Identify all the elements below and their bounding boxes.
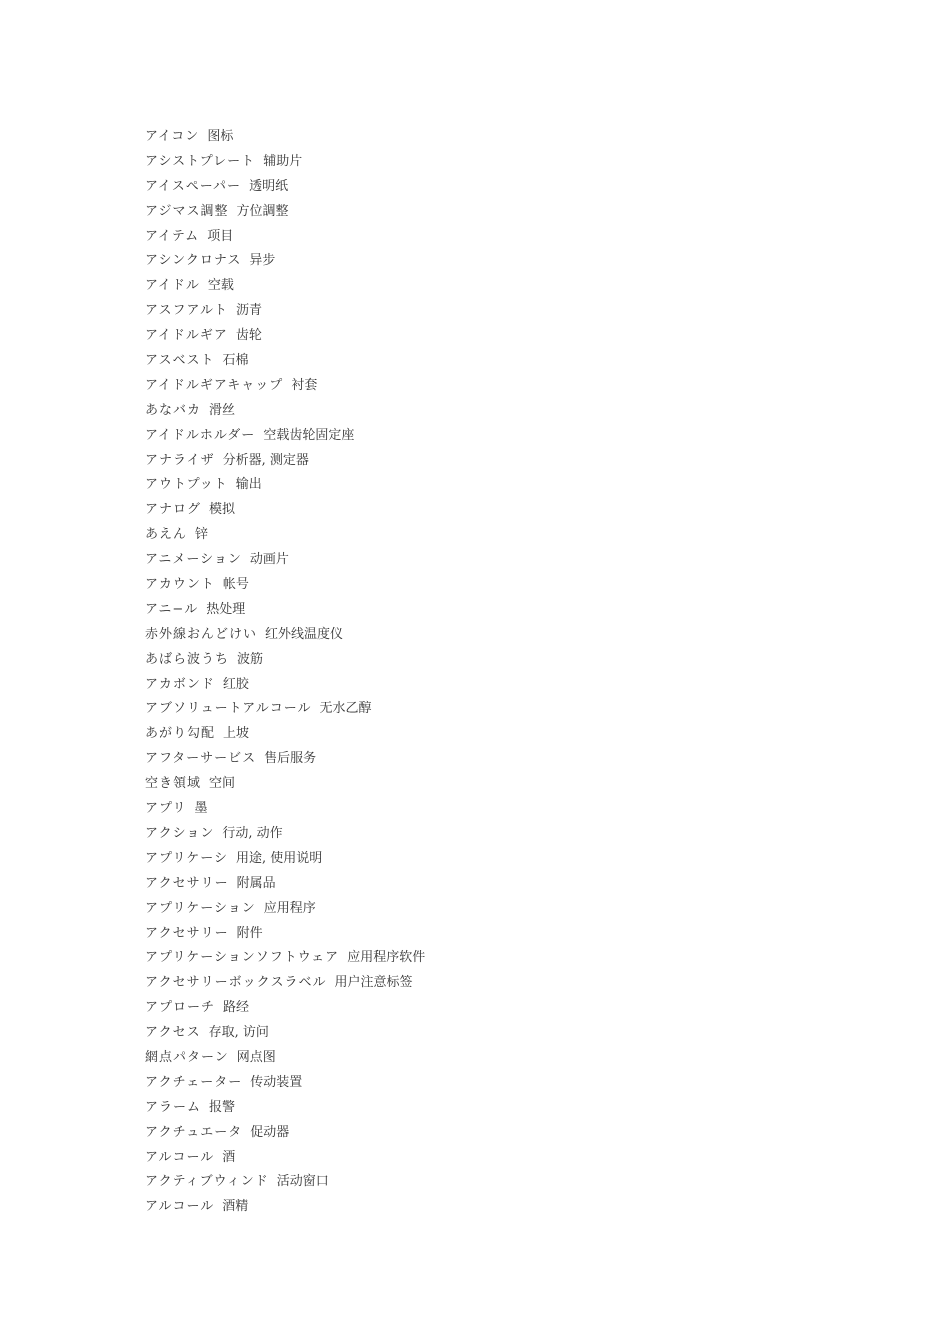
glossary-entry	[145, 1048, 425, 1073]
entry-term: アルコール	[145, 1199, 215, 1215]
glossary-entry	[145, 550, 425, 575]
glossary-entry	[145, 451, 425, 476]
glossary-entry	[145, 376, 425, 401]
entry-term: アプリケーションソフトウェア	[145, 950, 340, 966]
entry-term: アジマス調整	[145, 203, 229, 219]
entry-meaning: 滑丝	[209, 402, 236, 418]
glossary-entry	[145, 600, 425, 625]
entry-term: アクション	[145, 825, 215, 841]
entry-term: アスベスト	[145, 353, 215, 369]
glossary-entry	[145, 874, 425, 899]
entry-meaning: 透明纸	[249, 178, 289, 194]
entry-term: あばら波うち	[145, 651, 230, 667]
entry-term: アプリケーシ	[145, 850, 228, 866]
entry-term: アプローチ	[145, 1000, 216, 1016]
entry-term: アイスペーパー	[145, 178, 242, 194]
glossary-entry	[145, 500, 425, 525]
entry-term: アプリ	[145, 801, 187, 817]
glossary-entry	[145, 525, 425, 550]
glossary-entry	[145, 326, 425, 351]
glossary-entry	[145, 1123, 425, 1148]
entry-meaning: 空间	[209, 776, 236, 792]
glossary-entry	[145, 749, 425, 774]
glossary-entry	[145, 251, 425, 276]
glossary-entry	[145, 899, 425, 924]
entry-term: アナログ	[145, 502, 202, 518]
entry-term: アクチュエータ	[145, 1124, 243, 1140]
entry-meaning: 沥青	[235, 303, 262, 319]
entry-term: アイドルギア	[145, 328, 228, 344]
glossary-entry	[145, 924, 425, 949]
glossary-entry	[145, 351, 425, 376]
entry-term: アクセス	[145, 1025, 201, 1041]
glossary-entry	[145, 1073, 425, 1098]
glossary-entry	[145, 774, 425, 799]
entry-meaning: 墨	[194, 801, 208, 817]
glossary-entry	[145, 276, 425, 301]
entry-meaning: 锌	[195, 527, 209, 543]
entry-meaning: 路经	[223, 1000, 250, 1016]
glossary-entry	[145, 202, 425, 227]
entry-meaning: 波筋	[237, 651, 264, 667]
entry-meaning: 辅助片	[263, 153, 303, 169]
entry-meaning: 售后服务	[264, 751, 317, 767]
entry-meaning: 帐号	[222, 577, 249, 593]
glossary-entry	[145, 1148, 425, 1173]
entry-meaning: 动画片	[249, 552, 289, 568]
entry-meaning: 网点图	[236, 1049, 276, 1065]
entry-term: アスフアルト	[145, 303, 228, 319]
entry-meaning: 应用程序软件	[347, 950, 426, 966]
entry-meaning: 行动, 动作	[222, 825, 283, 841]
glossary-entry	[145, 575, 425, 600]
entry-term: アフターサービス	[145, 751, 257, 767]
entry-term: アシストプレート	[145, 153, 256, 169]
entry-term: アクセサリー	[145, 875, 229, 891]
entry-term: アイドル	[145, 278, 200, 294]
entry-meaning: 空载齿轮固定座	[263, 427, 355, 443]
glossary-entry	[145, 301, 425, 326]
entry-term: あがり勾配	[145, 726, 216, 742]
entry-meaning: 用户注意标签	[334, 975, 413, 991]
entry-term: 網点パターン	[145, 1049, 229, 1065]
glossary-entry	[145, 227, 425, 252]
entry-meaning: 无水乙醇	[319, 701, 372, 717]
entry-meaning: 红外线温度仪	[265, 626, 344, 642]
entry-meaning: 附件	[236, 925, 263, 941]
entry-term: アカウント	[145, 577, 215, 593]
glossary-entry	[145, 699, 425, 724]
entry-term: アラーム	[145, 1099, 202, 1115]
entry-term: アクチェーター	[145, 1074, 243, 1090]
entry-term: アカボンド	[145, 676, 215, 692]
entry-meaning: 方位調整	[236, 203, 289, 219]
entry-term: アブソリュートアルコール	[145, 701, 312, 717]
glossary-entry	[145, 1023, 425, 1048]
entry-term: 空き領域	[145, 776, 202, 792]
entry-term: アクセサリー	[145, 925, 229, 941]
glossary-entry	[145, 475, 425, 500]
entry-meaning: 存取, 访问	[208, 1025, 269, 1041]
entry-meaning: 酒	[222, 1149, 236, 1165]
entry-meaning: 输出	[235, 477, 262, 493]
glossary-entry	[145, 948, 425, 973]
entry-meaning: 齿轮	[235, 328, 262, 344]
entry-term: アイドルギアキャップ	[145, 377, 284, 393]
entry-term: 赤外線おんどけい	[145, 626, 258, 642]
entry-meaning: 应用程序	[263, 900, 316, 916]
entry-term: アニメーション	[145, 552, 242, 568]
glossary-entry	[145, 650, 425, 675]
glossary-entry	[145, 824, 425, 849]
glossary-entry	[145, 426, 425, 451]
entry-meaning: 活动窗口	[276, 1174, 329, 1190]
glossary-entry	[145, 849, 425, 874]
entry-meaning: 分析器, 测定器	[222, 452, 309, 468]
entry-meaning: 促动器	[250, 1124, 290, 1140]
entry-term: アルコール	[145, 1149, 215, 1165]
entry-meaning: 空载	[207, 278, 234, 294]
glossary-entry	[145, 973, 425, 998]
entry-meaning: 酒精	[222, 1199, 249, 1215]
glossary-entry	[145, 127, 425, 152]
entry-meaning: 异步	[249, 253, 276, 269]
glossary-entry	[145, 152, 425, 177]
glossary-entry	[145, 177, 425, 202]
entry-term: アウトプット	[145, 477, 228, 493]
glossary-entry	[145, 625, 425, 650]
entry-term: あなバカ	[145, 402, 202, 418]
glossary-entry	[145, 401, 425, 426]
entry-meaning: 报警	[209, 1099, 236, 1115]
entry-term: アクティブウィンド	[145, 1174, 269, 1190]
glossary-list	[145, 127, 425, 1222]
glossary-entry	[145, 675, 425, 700]
entry-meaning: 上坡	[223, 726, 250, 742]
entry-term: アナライザ	[145, 452, 215, 468]
glossary-entry	[145, 724, 425, 749]
entry-term: アクセサリーボックスラベル	[145, 975, 327, 991]
glossary-entry	[145, 998, 425, 1023]
entry-meaning: 红胶	[222, 676, 249, 692]
glossary-entry	[145, 1172, 425, 1197]
glossary-entry	[145, 1098, 425, 1123]
entry-meaning: 模拟	[209, 502, 236, 518]
entry-meaning: 项目	[207, 228, 234, 244]
entry-meaning: 附属品	[236, 875, 276, 891]
entry-meaning: 传动装置	[250, 1074, 303, 1090]
entry-meaning: 衬套	[291, 377, 318, 393]
entry-term: あえん	[145, 527, 188, 543]
entry-term: アシンクロナス	[145, 253, 242, 269]
entry-meaning: 热处理	[206, 601, 246, 617]
glossary-entry	[145, 799, 425, 824]
entry-term: アイドルホルダー	[145, 427, 256, 443]
entry-term: アイコン	[145, 129, 200, 144]
entry-meaning: 石棉	[222, 353, 249, 369]
glossary-entry	[145, 1197, 425, 1222]
entry-term: アプリケーション	[145, 900, 256, 916]
entry-term: アイテム	[145, 228, 200, 244]
entry-meaning: 用途, 使用说明	[235, 850, 323, 866]
entry-term: アニ−ル	[145, 601, 199, 617]
entry-meaning: 图标	[207, 129, 234, 144]
